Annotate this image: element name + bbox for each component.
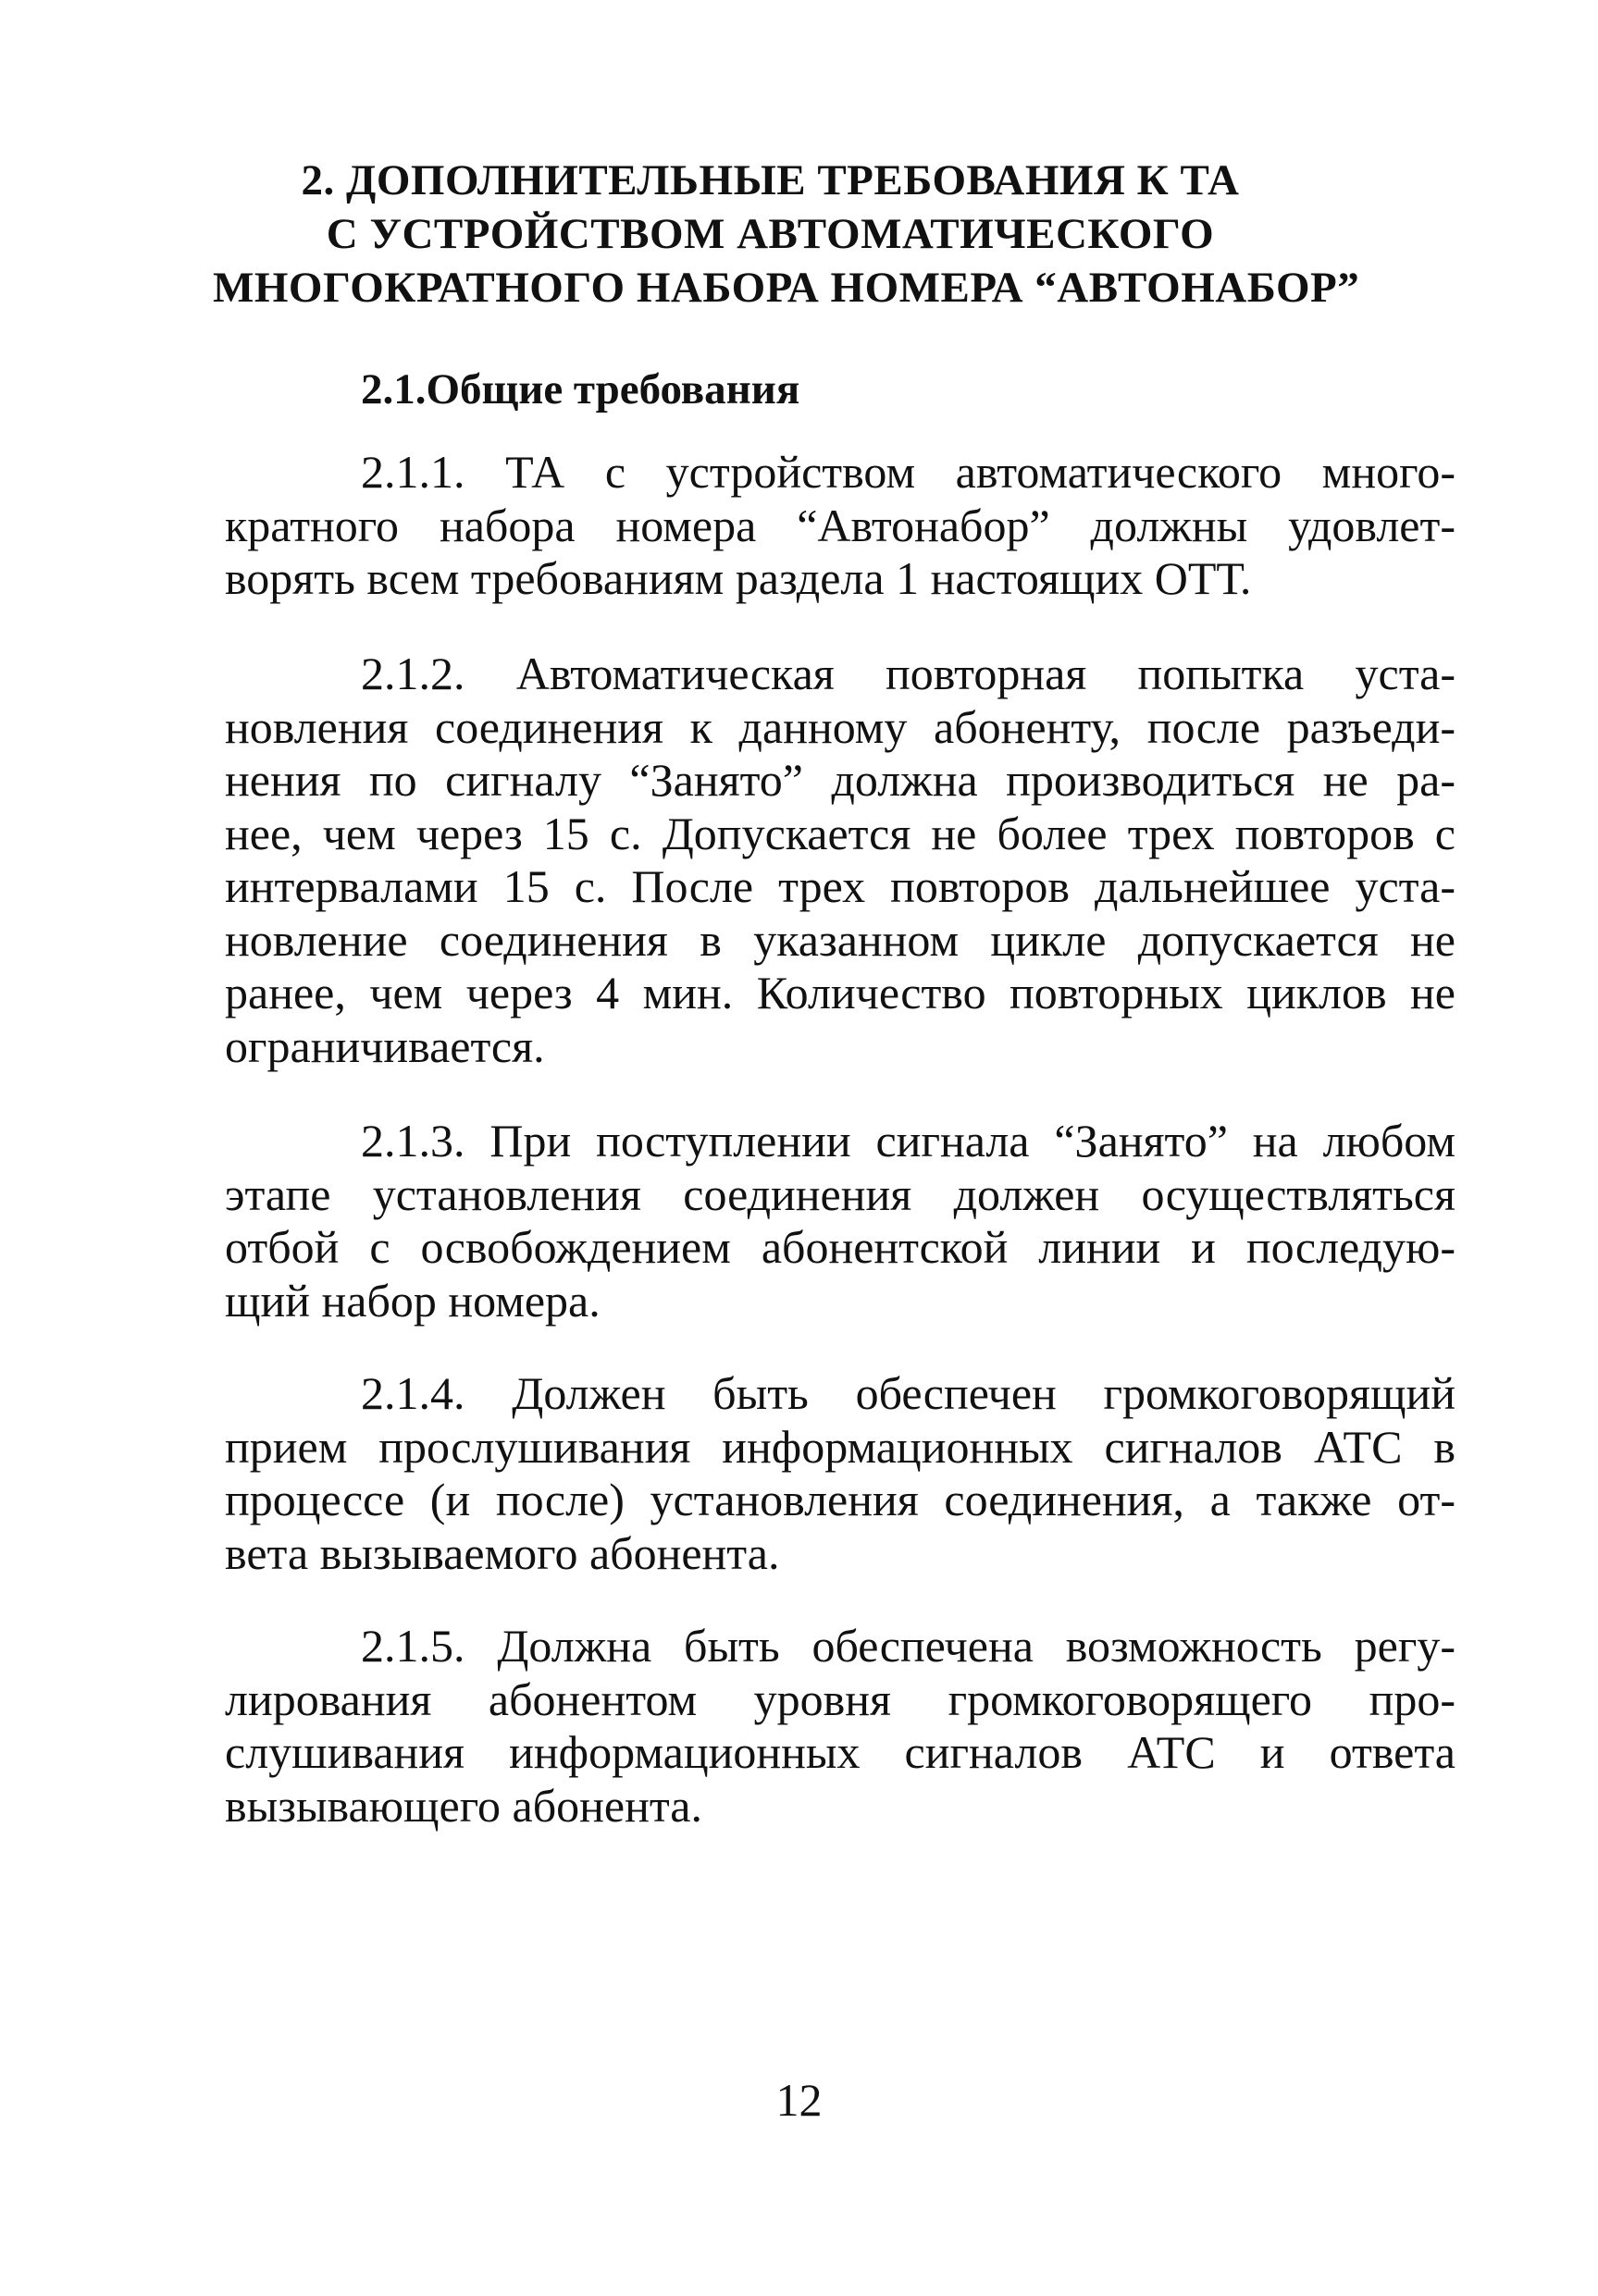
page-number: 12 — [775, 2074, 823, 2126]
paragraph-line: вета вызываемого абонента. — [225, 1526, 780, 1579]
paragraph-line: вызывающего абонента. — [225, 1779, 702, 1832]
paragraph-line: новление соединения в указанном цикле допускается не — [225, 913, 1456, 966]
paragraph-line: 2.1.1. ТА с устройством автоматического много- — [361, 446, 1456, 498]
heading-line-2: С УСТРОЙСТВОМ АВТОМАТИЧЕСКОГО — [326, 210, 1215, 258]
paragraph-line: ограничивается. — [225, 1019, 545, 1072]
paragraph-line: прием прослушивания информационных сигналов АТС в — [225, 1420, 1456, 1473]
paragraph-line: 2.1.3. При поступлении сигнала “Занято” на любом — [361, 1115, 1456, 1167]
section-heading — [213, 154, 1360, 315]
paragraph-line: 2.1.5. Должна быть обеспечена возможность регу- — [361, 1620, 1456, 1672]
paragraph-line: слушивания информационных сигналов АТС и ответа — [225, 1726, 1456, 1778]
paragraph-line: ранее, чем через 4 мин. Количество повторных циклов не — [225, 967, 1456, 1018]
paragraph-line: этапе установления соединения должен осуществляться — [225, 1167, 1456, 1220]
paragraph-2-1-1 — [225, 446, 1456, 606]
paragraph-2-1-3 — [225, 1115, 1456, 1327]
paragraph-line: ворять всем требованиям раздела 1 настоящих ОТТ. — [225, 552, 1252, 604]
paragraph-2-1-5 — [225, 1620, 1456, 1833]
paragraph-line: нения по сигналу “Занято” должна производиться не ра- — [225, 754, 1456, 806]
heading-line-3: МНОГОКРАТНОГО НАБОРА НОМЕРА “АВТОНАБОР” — [213, 264, 1360, 312]
paragraph-line: кратного набора номера “Автонабор” должны удовлет- — [225, 499, 1456, 551]
paragraph-line: лирования абонентом уровня громкоговорящего про- — [225, 1673, 1456, 1725]
paragraph-line: процессе (и после) установления соединения, а также от- — [225, 1474, 1456, 1525]
paragraph-2-1-4 — [225, 1367, 1456, 1580]
paragraph-line: отбой с освобождением абонентской линии и последую- — [225, 1221, 1456, 1273]
heading-line-1: 2. ДОПОЛНИТЕЛЬНЫЕ ТРЕБОВАНИЯ К ТА — [301, 156, 1240, 204]
paragraph-line: интервалами 15 с. После трех повторов дальнейшее уста- — [225, 860, 1456, 912]
subsection-title: 2.1.Общие требования — [361, 365, 800, 414]
paragraph-line: новления соединения к данному абоненту, после разъеди- — [225, 700, 1456, 753]
paragraph-line: 2.1.2. Автоматическая повторная попытка уста- — [361, 648, 1456, 699]
paragraph-line: 2.1.4. Должен быть обеспечен громкоговорящий — [361, 1367, 1456, 1419]
paragraph-line: нее, чем через 15 с. Допускается не более трех повторов с — [225, 807, 1456, 859]
paragraph-2-1-2 — [225, 648, 1456, 1073]
paragraph-line: щий набор номера. — [225, 1274, 601, 1327]
